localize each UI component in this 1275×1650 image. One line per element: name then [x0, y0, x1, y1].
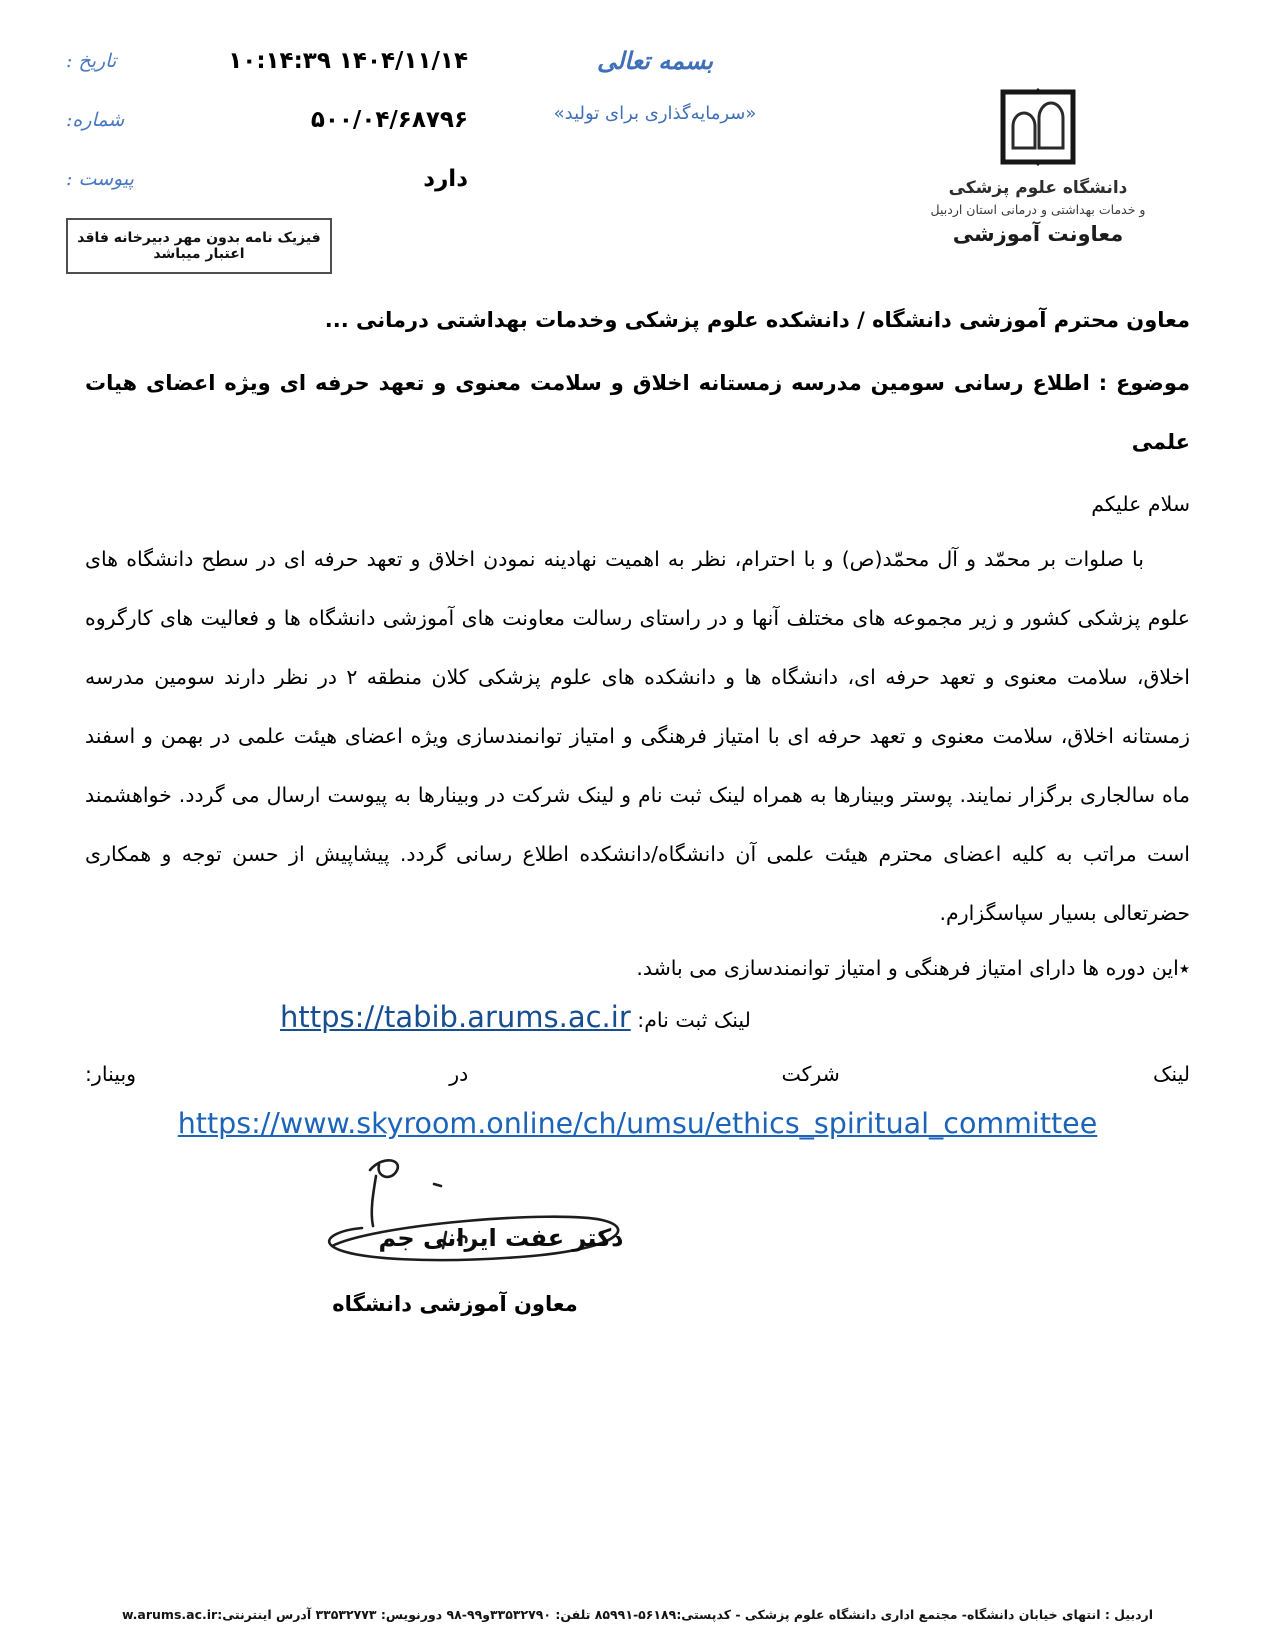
registration-link-label: لینک ثبت نام: — [637, 1008, 751, 1032]
credit-note-line: ٭این دوره ها دارای امتیاز فرهنگی و امتیاز توانمندسازی می باشد. — [636, 956, 1190, 980]
attachment-row — [66, 160, 468, 198]
header-center — [520, 46, 790, 124]
registration-link-url[interactable]: https://tabib.arums.ac.ir — [280, 1000, 631, 1034]
year-slogan: «سرمایه‌گذاری برای تولید» — [553, 103, 757, 124]
number-label: شماره: — [66, 109, 125, 131]
org-name-line2: و خدمات بهداشتی و درمانی استان اردبیل — [930, 202, 1146, 217]
recipient-line: معاون محترم آموزشی دانشگاه / دانشکده علوم پزشکی وخدمات بهداشتی درمانی ... — [324, 308, 1190, 332]
handwritten-signature — [318, 1118, 658, 1288]
org-deputy-line: معاونت آموزشی — [952, 222, 1124, 246]
body-paragraph: با صلوات بر محمّد و آل محمّد(ص) و با احترام، نظر به اهمیت نهادینه نمودن اخلاق و تعهد حرفه ای در سطح دانشگاه های علوم پزشکی کشور و زیر مجموعه های مختلف آنها و در راستای رسالت معاونت های آموزشی دانشگاه ها و فعالیت های کارگروه اخلاق، سلامت معنوی و تعهد حرفه ای، دانشگاه ها و دانشکده های علوم پزشکی کلان منطقه ۲ در نظر دارند سومین مدرسه زمستانه اخلاق، سلامت معنوی و تعهد حرفه ای با امتیاز فرهنگی و امتیاز توانمندسازی ویژه اعضای هیئت علمی در بهمن و اسفند ماه سالجاری برگزار نمایند. پوستر وبینارها به همراه لینک ثبت نام و لینک شرکت در وبینارها به پیوست ارسال می گردد. خواهشمند است مراتب به کلیه اعضای محترم هیئت علمی آن دانشگاه/دانشکده اطلاع رسانی گردد. پیشاپیش از حسن توجه و همکاری حضرتعالی بسیار سپاسگزارم. — [85, 547, 1190, 925]
footer-address-line: اردبیل : انتهای خیابان دانشگاه- مجتمع اداری دانشگاه علوم پزشکی - کدپستی:۵۶۱۸۹-۸۵۹۹۱ تلفن: ۳۳۵۳۲۷۹۰و۹۹-۹۸ دورنویس: ۳۳۵۳۲۷۷۳ آدرس اینترنتی:w.arums.ac.ir — [121, 1607, 1154, 1622]
registration-link-line — [85, 997, 1190, 1040]
besmele-text: بسمه تعالی — [596, 46, 714, 75]
letter-meta-block — [66, 42, 468, 262]
date-row — [66, 42, 468, 80]
number-row — [66, 101, 468, 139]
date-label: تاریخ : — [66, 50, 117, 72]
date-value: ۱۴۰۴/۱۱/۱۴ ۱۰:۱۴:۳۹ — [228, 48, 468, 74]
validity-stamp-box: فیزیک نامه بدون مهر دبیرخانه فاقد اعتبار میباشد — [66, 218, 332, 274]
number-value: ۵۰۰/۰۴/۶۸۷۹۶ — [310, 107, 468, 133]
webinar-label-word: وبینار: — [85, 1062, 137, 1086]
webinar-label-word: لینک — [1153, 1062, 1190, 1086]
webinar-label-word: شرکت — [781, 1062, 840, 1086]
attachment-value: دارد — [423, 166, 468, 192]
subject-line: موضوع : اطلاع رسانی سومین مدرسه زمستانه اخلاق و سلامت معنوی و تعهد حرفه ای ویژه اعضای هیات علمی — [85, 371, 1190, 454]
webinar-link-label-line — [85, 1054, 1190, 1094]
letter-body-area — [85, 300, 1190, 1146]
attachment-label: پیوست : — [66, 168, 134, 190]
org-name-line1: دانشگاه علوم پزشکی — [948, 178, 1128, 198]
signer-name: دکتر عفت ایرانی جم — [378, 1224, 624, 1252]
open-book-icon — [998, 84, 1078, 170]
webinar-label-word: در — [449, 1062, 469, 1086]
signer-title: معاون آموزشی دانشگاه — [332, 1292, 578, 1316]
university-logo — [878, 84, 1198, 246]
greeting-line: سلام علیکم — [1091, 492, 1190, 516]
webinar-link-url[interactable]: https://www.skyroom.online/ch/umsu/ethics_spiritual_committee — [177, 1107, 1098, 1140]
